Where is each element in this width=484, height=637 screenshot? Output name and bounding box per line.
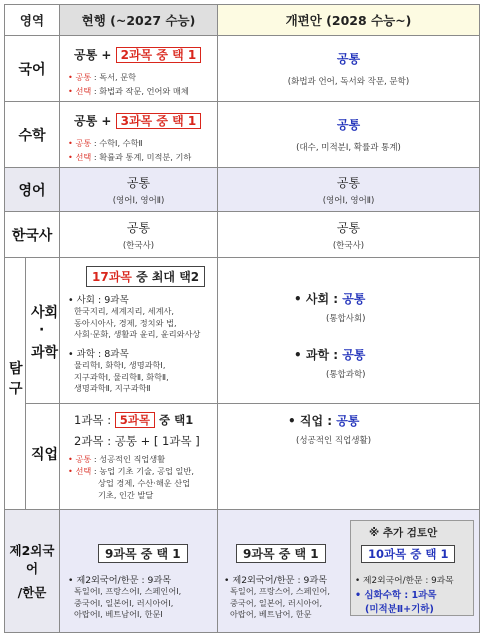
foreign-row <box>4 510 480 633</box>
korean-new-sub: (화법과 언어, 독서와 작문, 문학) <box>287 77 410 87</box>
alt-box: 10과목 중 택 1 <box>361 545 455 563</box>
inquiry-reform <box>218 258 480 509</box>
job-cur-line1-prefix: 1과목 : <box>74 413 115 427</box>
social-science-area <box>26 258 59 404</box>
science-list-line: 생명과학Ⅱ, 지구과학Ⅱ <box>74 383 151 393</box>
foreign-current <box>60 510 218 632</box>
alt-item2: (미적분Ⅱ+기하) <box>365 604 434 615</box>
inquiry-sub-labels <box>26 258 60 509</box>
history-cur-sub: (한국사) <box>122 240 155 251</box>
history-area <box>4 212 60 257</box>
job-cur-b2-line: 기초, 인간 발달 <box>98 490 154 500</box>
science-list-line: 지구과학Ⅰ, 물리학Ⅱ, 화학Ⅱ, <box>74 371 169 382</box>
header-row <box>4 4 480 36</box>
inquiry-label-2: 구 <box>9 381 23 397</box>
korean-cur-box: 2과목 중 택 1 <box>116 47 202 63</box>
math-current: 공통 + 3과목 중 택 1 • 공통 : 수학Ⅰ, 수학Ⅱ • 선택 : 확률과 통계, 미적분, 기하 <box>60 102 218 167</box>
math-new-main: 공통 <box>336 118 361 132</box>
foreign-new-list-line: 아랍어, 베트남어, 한문 <box>230 609 312 619</box>
inquiry-cur-social-list <box>74 306 200 341</box>
math-reform <box>218 102 480 167</box>
history-label: 한국사 <box>11 227 53 244</box>
header-current <box>60 5 218 35</box>
math-cur-b2-val: : 확률과 통계, 미적분, 기하 <box>91 152 192 162</box>
foreign-new-head: • 제2외국어/한문 : 9과목 <box>224 575 328 586</box>
social-label-dot: · <box>39 322 45 338</box>
header-reform-label: 개편안 (2028 수능~) <box>285 13 412 28</box>
foreign-cur-list-line: 아랍어Ⅰ, 베트남어Ⅰ, 한문Ⅰ <box>74 609 163 619</box>
foreign-cur-list <box>74 586 181 621</box>
job-cur-line1-box: 5과목 <box>115 412 155 428</box>
inquiry-row <box>4 258 480 510</box>
alt-head: • 제2외국어/한문 : 9과목 <box>355 576 454 586</box>
english-row <box>4 168 480 212</box>
inquiry-cur-social-head: • 사회 : 9과목 <box>68 295 129 306</box>
new-science-sub: (통합과학) <box>326 370 366 380</box>
english-new-sub: (영어Ⅰ, 영어Ⅱ) <box>322 195 375 206</box>
social-label: 사회 <box>31 305 59 321</box>
english-area <box>4 168 60 211</box>
inquiry-current-social <box>60 258 217 404</box>
foreign-cur-box: 9과목 중 택 1 <box>98 544 188 563</box>
history-new-sub: (한국사) <box>332 240 365 251</box>
comparison-table <box>4 4 480 633</box>
math-area <box>4 102 60 167</box>
alt-item: • 심화수학 : 1과목 <box>355 590 437 601</box>
history-reform <box>218 212 480 257</box>
history-new-main: 공통 <box>336 220 361 235</box>
foreign-label-1: 제2외국어 <box>9 543 55 576</box>
header-current-label: 현행 (~2027 수능) <box>81 13 196 28</box>
alt-title: ※ 추가 검토안 <box>369 527 438 539</box>
english-current <box>60 168 218 211</box>
new-science-val: 공통 <box>342 348 366 362</box>
math-new-sub: (대수, 미적분Ⅰ, 확률과 통계) <box>296 143 401 153</box>
foreign-label-2: /한문 <box>17 585 47 600</box>
inquiry-reform-social <box>218 258 479 404</box>
job-label: 직업 <box>31 447 59 463</box>
foreign-cur-list-line: 중국어Ⅰ, 일본어Ⅰ, 러시아어Ⅰ, <box>74 597 174 608</box>
new-social-val: 공통 <box>342 292 366 306</box>
korean-cur-b1-val: : 독서, 문학 <box>91 72 137 82</box>
social-list-line: 동아시아사, 경제, 정치와 법, <box>74 317 177 328</box>
math-cur-prefix: 공통 + <box>74 114 112 128</box>
foreign-cur-head: • 제2외국어/한문 : 9과목 <box>68 575 172 586</box>
job-cur-line1-rest: 중 택1 <box>154 413 194 427</box>
foreign-area <box>4 510 60 632</box>
english-reform <box>218 168 480 211</box>
korean-row <box>4 36 480 102</box>
english-new-main: 공통 <box>336 175 361 190</box>
korean-label: 국어 <box>18 61 46 78</box>
inquiry-current: 17과목 중 최대 택2 • 사회 : 9과목 한국지리, 세계지리, 세계사, 동아시아사, 경제, 정치와 법, 사회·문화, 생활과 윤리, 윤리와사상 • 과학 : 8과목 물리학Ⅰ, 화학Ⅰ, 생명과학Ⅰ, 지구과학Ⅰ, 물리학Ⅱ, 화학Ⅱ, 생명과학Ⅱ, 지구과학Ⅱ 1과목 : 5과목 중 택1 2과목 : 공통 + [ 1과목 ] • 공통 : 성공적인 직업생활 • 선택 : 농업 기초 기술, 공업 일반, 상업 경제, 수산·해운 산업 기초, 인간 발달 <box>60 258 218 509</box>
job-cur-line1 <box>74 412 193 428</box>
korean-reform <box>218 36 480 101</box>
job-cur-b2-key: 선택 <box>75 466 92 476</box>
job-cur-line2: 2과목 : 공통 + [ 1과목 ] <box>74 434 200 448</box>
foreign-reform <box>218 510 480 632</box>
korean-cur-prefix: 공통 + <box>74 48 112 62</box>
science-label: 과학 <box>31 345 59 361</box>
math-cur-box: 3과목 중 택 1 <box>116 113 202 129</box>
header-area-label: 영역 <box>19 13 45 28</box>
inquiry-cur-science-head: • 과학 : 8과목 <box>68 349 129 360</box>
history-row <box>4 212 480 258</box>
english-cur-main: 공통 <box>126 175 151 190</box>
math-row <box>4 102 480 168</box>
korean-cur-b1-key: 공통 <box>75 72 92 82</box>
foreign-new-list-line: 독일어, 프랑스어, 스페인어, <box>230 586 331 596</box>
new-social-sub: (통합사회) <box>326 314 366 324</box>
social-list-line: 한국지리, 세계지리, 세계사, <box>74 306 175 316</box>
history-cur-main: 공통 <box>126 220 151 235</box>
job-cur-b1-key: 공통 <box>75 454 92 464</box>
math-cur-b1-val: : 수학Ⅰ, 수학Ⅱ <box>91 138 143 148</box>
header-area <box>4 5 60 35</box>
math-cur-b1-key: 공통 <box>75 138 92 148</box>
new-job-val: 공통 <box>336 414 360 428</box>
job-cur-b1-val: : 성공적인 직업생활 <box>91 454 166 464</box>
math-label: 수학 <box>18 127 46 144</box>
foreign-cur-list-line: 독일어Ⅰ, 프랑스어Ⅰ, 스페인어Ⅰ, <box>74 586 182 596</box>
additional-review-box <box>350 520 474 616</box>
inquiry-cur-box-rest: 중 최대 택2 <box>131 270 200 284</box>
inquiry-cur-box-red: 17과목 <box>92 270 132 284</box>
inquiry-cur-box <box>86 266 205 287</box>
new-science-prefix: • 과학 : <box>294 348 343 362</box>
science-list-line: 물리학Ⅰ, 화학Ⅰ, 생명과학Ⅰ, <box>74 360 166 370</box>
inquiry-outer <box>4 258 26 509</box>
new-social-prefix: • 사회 : <box>294 292 343 306</box>
job-cur-b2-line: : 농업 기초 기술, 공업 일반, <box>91 466 194 476</box>
inquiry-cur-science-list <box>74 360 169 395</box>
english-cur-sub: (영어Ⅰ, 영어Ⅱ) <box>112 195 165 206</box>
new-job-sub: (성공적인 직업생활) <box>296 436 372 446</box>
social-list-line: 사회·문화, 생활과 윤리, 윤리와사상 <box>74 329 201 339</box>
math-cur-b2-key: 선택 <box>75 152 92 162</box>
korean-cur-b2-key: 선택 <box>75 86 92 96</box>
foreign-new-box: 9과목 중 택 1 <box>236 544 326 563</box>
korean-cur-b2-val: : 화법과 작문, 언어와 매체 <box>91 86 189 96</box>
new-job-prefix: • 직업 : <box>288 414 337 428</box>
inquiry-label-1: 탐 <box>9 361 23 377</box>
foreign-new-list <box>230 586 330 621</box>
english-label: 영어 <box>18 182 46 199</box>
korean-current: 공통 + 2과목 중 택 1 • 공통 : 독서, 문학 • 선택 : 화법과 작문, 언어와 매체 <box>60 36 218 101</box>
history-current <box>60 212 218 257</box>
korean-new-main: 공통 <box>336 52 361 66</box>
header-reform <box>218 5 480 35</box>
foreign-new-list-line: 중국어, 일본어, 러시아어, <box>230 597 323 608</box>
korean-area <box>4 36 60 101</box>
job-cur-b2-line: 상업 경제, 수산·해운 산업 <box>98 478 191 488</box>
